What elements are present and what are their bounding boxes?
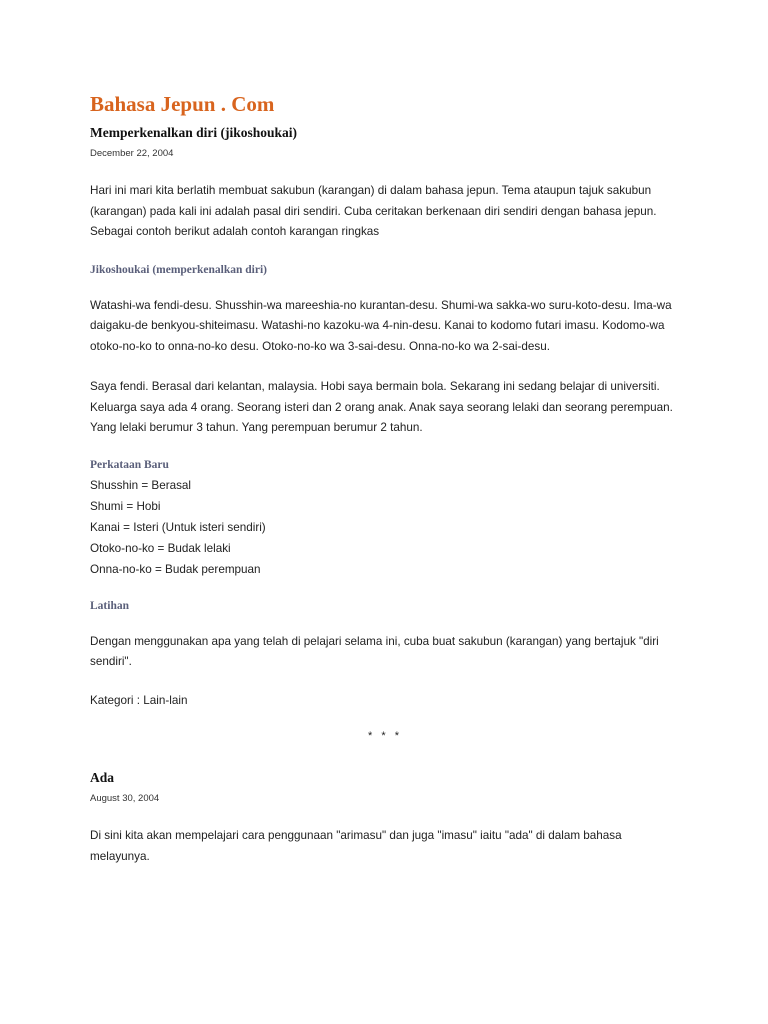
vocab-list [90, 475, 680, 580]
vocab-item: Otoko-no-ko = Budak lelaki [90, 541, 231, 555]
vocab-item: Onna-no-ko = Budak perempuan [90, 562, 261, 576]
exercise-paragraph: Dengan menggunakan apa yang telah di pelajari selama ini, cuba buat sakubun (karangan) yang bertajuk "diri sendiri". [90, 634, 659, 668]
category-label[interactable]: Kategori : Lain-lain [90, 693, 188, 707]
post-title[interactable]: Memperkenalkan diri (jikoshoukai) [90, 125, 298, 140]
malay-paragraph: Saya fendi. Berasal dari kelantan, malaysia. Hobi saya bermain bola. Sekarang ini sedang belajar di universiti. Keluarga saya ada 4 orang. Seorang isteri dan 2 orang anak. Anak saya seorang lelaki dan seorang perempuan. Yang lelaki berumur 3 tahun. Yang perempuan berumur 2 tahun. [90, 380, 673, 434]
japanese-paragraph: Watashi-wa fendi-desu. Shusshin-wa mareeshia-no kurantan-desu. Shumi-wa sakka-wo suru-koto-desu. Ima-wa daigaku-de benkyou-shiteimasu. Watashi-no kazoku-wa 4-nin-desu. Kanai to kodomo futari imasu. Kodomo-wa otoko-no-ko to onna-no-ko desu. Otoko-no-ko wa 3-sai-desu. Onna-no-ko wa 2-sai-desu. [90, 298, 672, 353]
section-heading-exercise: Latihan [90, 599, 129, 612]
section-heading-vocab: Perkataan Baru [90, 458, 169, 471]
section-heading-jikoshoukai: Jikoshoukai (memperkenalkan diri) [90, 263, 267, 276]
post-ada [90, 769, 680, 867]
post-jikoshoukai [90, 124, 680, 711]
post-title[interactable]: Ada [90, 770, 115, 785]
page-content [90, 88, 680, 867]
vocab-item: Kanai = Isteri (Untuk isteri sendiri) [90, 520, 266, 534]
post-intro: Di sini kita akan mempelajari cara penggunaan "arimasu" dan juga "imasu" iaitu "ada" di dalam bahasa melayunya. [90, 829, 622, 863]
vocab-item: Shumi = Hobi [90, 499, 161, 513]
post-separator: * * * [368, 730, 402, 742]
post-date: August 30, 2004 [90, 793, 160, 804]
post-date: December 22, 2004 [90, 148, 174, 159]
site-title[interactable]: Bahasa Jepun . Com [90, 92, 275, 116]
post-intro: Hari ini mari kita berlatih membuat sakubun (karangan) di dalam bahasa jepun. Tema ataupun tajuk sakubun (karangan) pada kali ini adalah pasal diri sendiri. Cuba ceritakan berkenaan diri sendiri dengan bahasa jepun. Sebagai contoh berikut adalah contoh karangan ringkas [90, 184, 657, 238]
vocab-item: Shusshin = Berasal [90, 478, 192, 492]
